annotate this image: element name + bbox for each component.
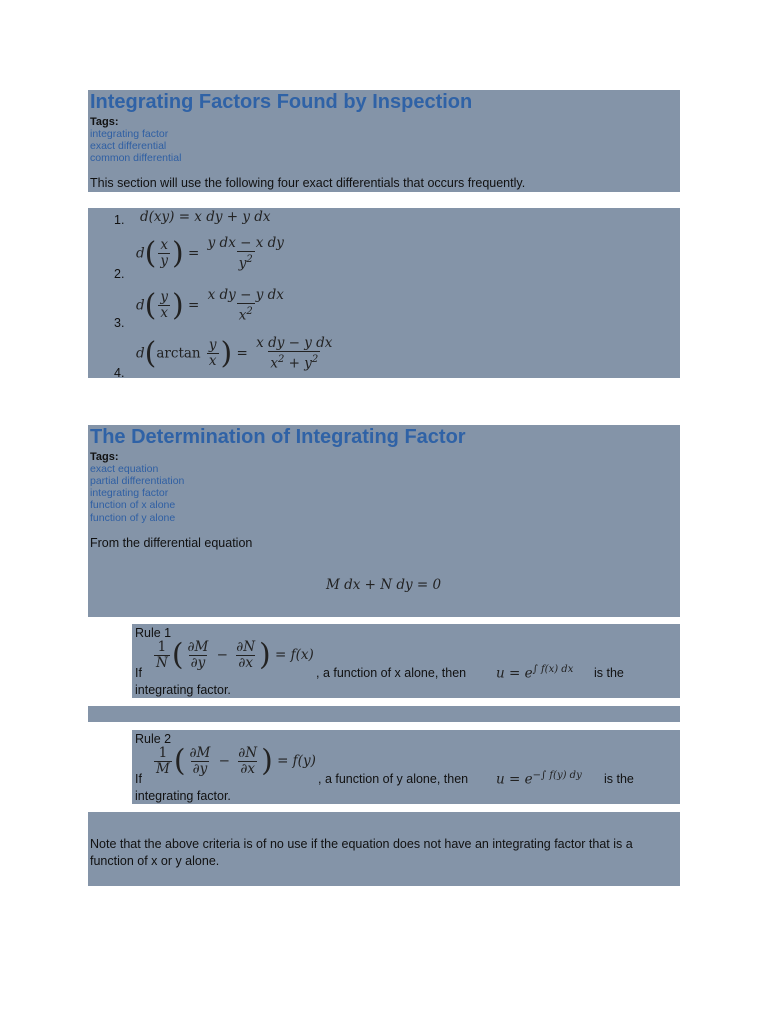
formula-2: d( $\frac{x}{y}$ ) = $\frac{\text{y dx − x dy}}{y^2}$ [136, 235, 284, 272]
section1-tags-label: Tags: [90, 116, 119, 128]
section2-header [88, 425, 680, 617]
tag-link[interactable]: function of x alone [90, 499, 176, 511]
section1-header [88, 90, 680, 192]
formula-number: 4. [114, 366, 125, 380]
rule1-tail: is the [594, 666, 624, 680]
formula-number: 2. [114, 267, 125, 281]
formula-number: 1. [114, 213, 125, 227]
divider-bar [88, 706, 680, 722]
tag-link[interactable]: exact equation [90, 463, 159, 475]
note-box [88, 812, 680, 886]
formula-3: d( $\frac{y}{x}$ ) = $\frac{\text{x dy − y dx}}{x^2}$ [136, 287, 284, 324]
rule2-label: Rule 2 [135, 732, 172, 746]
rule2-middle: , a function of y alone, then [318, 772, 469, 786]
section1-title: Integrating Factors Found by Inspection [90, 91, 473, 113]
formula-1: d(xy) = x dy + y dx [140, 209, 271, 225]
formula-number: 3. [114, 316, 125, 330]
tag-link[interactable]: exact differential [90, 140, 167, 152]
rule2-line2: integrating factor. [135, 789, 231, 803]
note-line1: Note that the above criteria is of no use if the equation does not have an integrating factor that is a [90, 837, 633, 851]
section2-intro: From the differential equation [90, 536, 253, 550]
rule1-line2: integrating factor. [135, 683, 231, 697]
rule2-box [132, 730, 680, 804]
tag-link[interactable]: function of y alone [90, 512, 176, 524]
rule1-box [132, 624, 680, 698]
rule2-if: If [135, 772, 142, 786]
note-line2: function of x or y alone. [90, 854, 220, 868]
tag-link[interactable]: common differential [90, 152, 182, 164]
tag-link[interactable]: partial differentiation [90, 475, 185, 487]
section2-title: The Determination of Integrating Factor [90, 426, 466, 448]
main-equation: M dx + N dy = 0 [326, 577, 442, 593]
rule2-tail: is the [604, 772, 634, 786]
formula-list [88, 208, 680, 378]
rule2-condition: $\frac{1}{M}$ ( $\frac{\partial M}{\partial y}$ − $\frac{\partial N}{\partial x}$ ) = f(y) [156, 743, 316, 779]
tag-link[interactable]: integrating factor [90, 487, 169, 499]
rule2-result: $u = e^{-\int f(y) dy}$ [496, 770, 582, 788]
section2-tags-label: Tags: [90, 451, 119, 463]
rule1-condition: $\frac{1}{N}$ ( $\frac{\partial M}{\partial y}$ − $\frac{\partial N}{\partial x}$ ) = f(x) [156, 637, 314, 673]
rule1-middle: , a function of x alone, then [316, 666, 467, 680]
section1-intro: This section will use the following four exact differentials that occurs frequently. [90, 176, 526, 190]
rule1-if: If [135, 666, 142, 680]
formula-4: d(arctan $\frac{y}{x}$ ) = $\frac{\text{x dy − y dx}}{x^2 + y^2}$ [136, 335, 333, 372]
rule1-label: Rule 1 [135, 626, 172, 640]
rule1-result: $u = e^{\int f(x) dx}$ [496, 664, 574, 682]
tag-link[interactable]: integrating factor [90, 128, 169, 140]
